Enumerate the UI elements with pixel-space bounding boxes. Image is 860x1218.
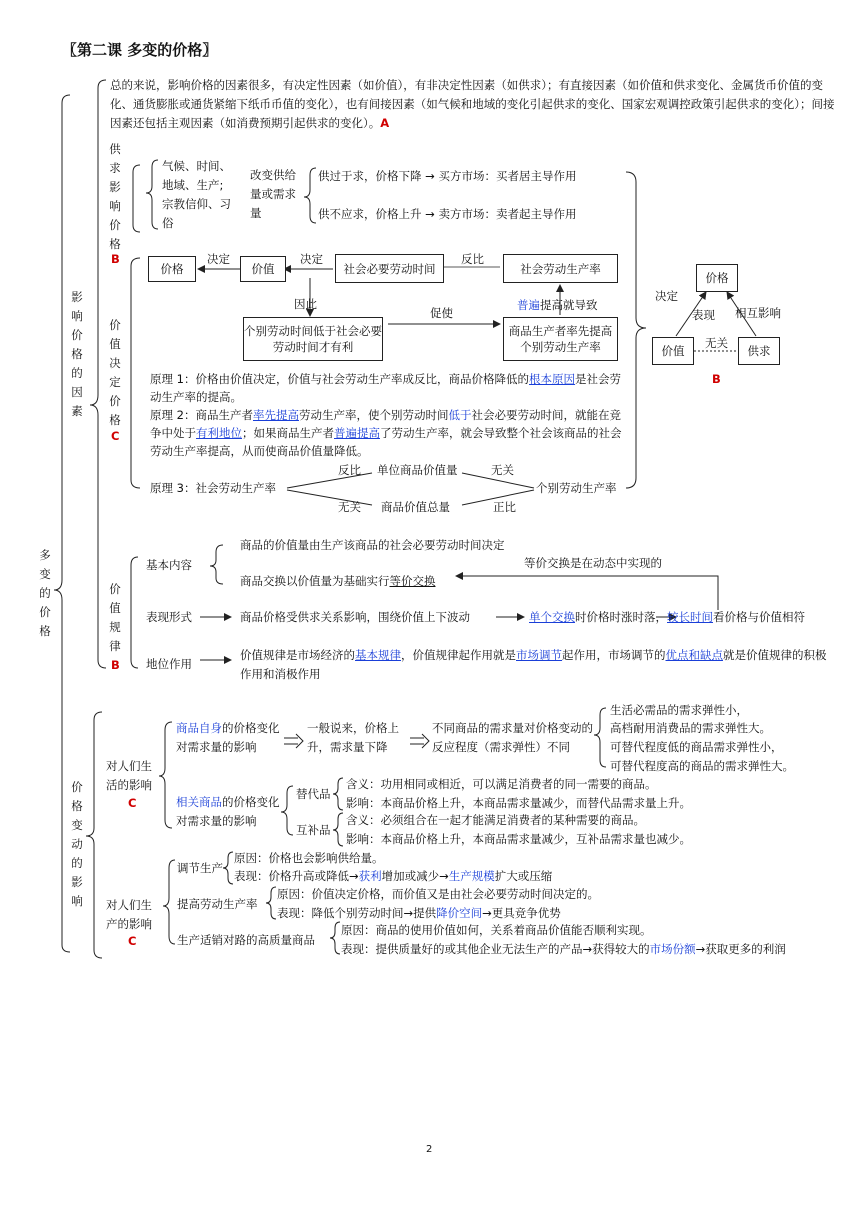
life-self: 商品自身的价格变化对需求量的影响	[176, 721, 280, 754]
side-none: 无关	[705, 336, 728, 350]
complement-meaning: 含义：必须组合在一起才能满足消费者的某种需要的商品。	[346, 813, 645, 827]
value-grade: C	[111, 429, 120, 443]
adjust-reason: 原因：价格也会影响供给量。	[234, 851, 384, 865]
adjust-show: 表现：价格升高或降低→获利增加或减少→生产规模扩大或压缩	[234, 869, 553, 883]
side-show: 表现	[692, 308, 715, 322]
law-form-detail: 单个交换时价格时涨时落，较长时间看价格与价值相符	[529, 610, 805, 624]
value-label: 价值决定价格	[109, 318, 121, 427]
life-grade: C	[128, 796, 137, 810]
law-form: 表现形式	[146, 610, 192, 624]
p3-inverse: 反比	[338, 463, 361, 477]
box-individual: 个别劳动时间低于社会必要劳动时间才有利	[243, 317, 383, 361]
quality-reason: 原因：商品的使用价值如何，关系着商品价值能否顺利实现。	[341, 923, 652, 937]
side-grade: B	[712, 372, 721, 386]
side-value-box: 价值	[652, 337, 694, 365]
law-label: 价值规律	[109, 582, 121, 653]
page-number: 2	[426, 1144, 433, 1155]
root-label: 多变的价格	[39, 548, 51, 638]
page-title: 〖第二课 多变的价格〗	[62, 41, 218, 59]
impact-label: 价格变动的影响	[71, 780, 83, 908]
elastic-4: 可替代程度高的商品的需求弹性大。	[610, 759, 794, 773]
prod-grade: C	[128, 934, 137, 948]
prod-label: 对人们生产的影响	[106, 898, 152, 931]
law-basic-1: 商品的价值量由生产该商品的社会必要劳动时间决定	[240, 538, 505, 552]
p3-total-value: 商品价值总量	[381, 500, 450, 514]
supply-causes: 气候、时间、地域、生产;宗教信仰、习俗	[162, 159, 231, 230]
life-label: 对人们生活的影响	[106, 759, 152, 792]
intro-paragraph: 总的来说，影响价格的因素很多，有决定性因素（如价值），有非决定性因素（如供求）；有直接因素（如价值和供求变化、金属货币价值的变化、通货膨胀或通货紧缩下纸币币值的变化），也有间接因素（如气候和地域的变化引起供求的变化、国家宏观调控政策引起供求的变化）；间接因素还包括主观因素（如消费预期引起供求的变化）。A	[110, 78, 835, 130]
p3-unit-value: 单位商品价值量	[377, 463, 458, 477]
supply-label: 供求影响价格	[109, 142, 121, 251]
p3-proportional: 正比	[493, 500, 516, 514]
label-decide-2: 决定	[300, 252, 323, 266]
label-promote: 促使	[430, 306, 453, 320]
side-decide: 决定	[655, 289, 678, 303]
box-producer: 商品生产者率先提高个别劳动生产率	[503, 317, 618, 361]
improve-show: 表现：降低个别劳动时间→提供降价空间→更具竞争优势	[277, 906, 561, 920]
label-general: 普遍提高就导致	[517, 298, 598, 312]
box-slp: 社会劳动生产率	[503, 254, 618, 283]
box-price: 价格	[148, 256, 196, 282]
improve-reason: 原因：价值决定价格，而价值又是由社会必要劳动时间决定的。	[277, 887, 599, 901]
law-dynamic: 等价交换是在动态中实现的	[524, 556, 662, 570]
law-basic-2: 商品交换以价值量为基础实行等价交换	[240, 574, 436, 588]
elastic-3: 可替代程度低的商品需求弹性小，	[610, 740, 783, 754]
principle-1: 原理 1：价格由价值决定，价值与社会劳动生产率成反比，商品价格降低的根本原因是社会劳动生产率的提高。	[150, 372, 621, 404]
label-decide-1: 决定	[207, 252, 230, 266]
side-price-box: 价格	[696, 264, 738, 292]
factors-label: 影响价格的因素	[71, 290, 83, 418]
prod-improve: 提高劳动生产率	[177, 897, 258, 911]
complement-label: 互补品	[296, 823, 331, 837]
elastic-2: 高档耐用消费品的需求弹性大。	[610, 721, 771, 735]
principle-3-right: 个别劳动生产率	[536, 481, 617, 495]
law-role: 地位作用	[146, 657, 192, 671]
complement-impact: 影响：本商品价格上升，本商品需求量减少，互补品需求量也减少。	[346, 832, 691, 846]
side-supply-box: 供求	[738, 337, 780, 365]
label-inverse: 反比	[461, 252, 484, 266]
prod-quality: 生产适销对路的高质量商品	[177, 933, 315, 947]
substitute-impact: 影响：本商品价格上升，本商品需求量减少，而替代品需求量上升。	[346, 796, 691, 810]
principle-3-label: 原理 3：社会劳动生产率	[150, 481, 276, 495]
elastic-1: 生活必需品的需求弹性小，	[610, 703, 748, 717]
law-grade: B	[111, 658, 120, 672]
substitute-meaning: 含义：功用相同或相近，可以满足消费者的同一需要的商品。	[346, 777, 657, 791]
principle-2: 原理 2：商品生产者率先提高劳动生产率，使个别劳动时间低于社会必要劳动时间，就能在竞争中处于有利地位；如果商品生产者普遍提高了劳动生产率，就会导致整个社会该商品的社会劳动生产率提高，从而使商品价值量降低。	[150, 408, 622, 458]
box-snlt: 社会必要劳动时间	[335, 254, 444, 283]
substitute-label: 替代品	[296, 787, 331, 801]
supply-rule-2: 供不应求，价格上升 → 卖方市场：卖者起主导作用	[318, 207, 577, 221]
quality-show: 表现：提供质量好的或其他企业无法生产的产品→获得较大的市场份额→获取更多的利润	[341, 942, 786, 956]
life-elastic: 不同商品的需求量对价格变动的反应程度（需求弹性）不同	[432, 721, 593, 754]
supply-change: 改变供给量或需求量	[250, 168, 296, 220]
p3-none-2: 无关	[338, 500, 361, 514]
side-mutual: 相互影响	[735, 306, 781, 320]
prod-adjust: 调节生产	[177, 861, 223, 875]
label-therefore: 因此	[294, 297, 317, 311]
law-basic: 基本内容	[146, 558, 192, 572]
law-role-text: 价值规律是市场经济的基本规律，价值规律起作用就是市场调节起作用，市场调节的优点和缺点就是价值规律的积极作用和消极作用	[240, 648, 827, 681]
box-value: 价值	[240, 256, 286, 282]
p3-none-1: 无关	[491, 463, 514, 477]
supply-rule-1: 供过于求，价格下降 → 买方市场：买者居主导作用	[318, 169, 577, 183]
law-form-text: 商品价格受供求关系影响，围绕价值上下波动	[240, 610, 470, 624]
supply-grade: B	[111, 252, 120, 266]
life-related: 相关商品的价格变化对需求量的影响	[176, 795, 280, 828]
life-general: 一般说来，价格上升，需求量下降	[307, 721, 399, 754]
